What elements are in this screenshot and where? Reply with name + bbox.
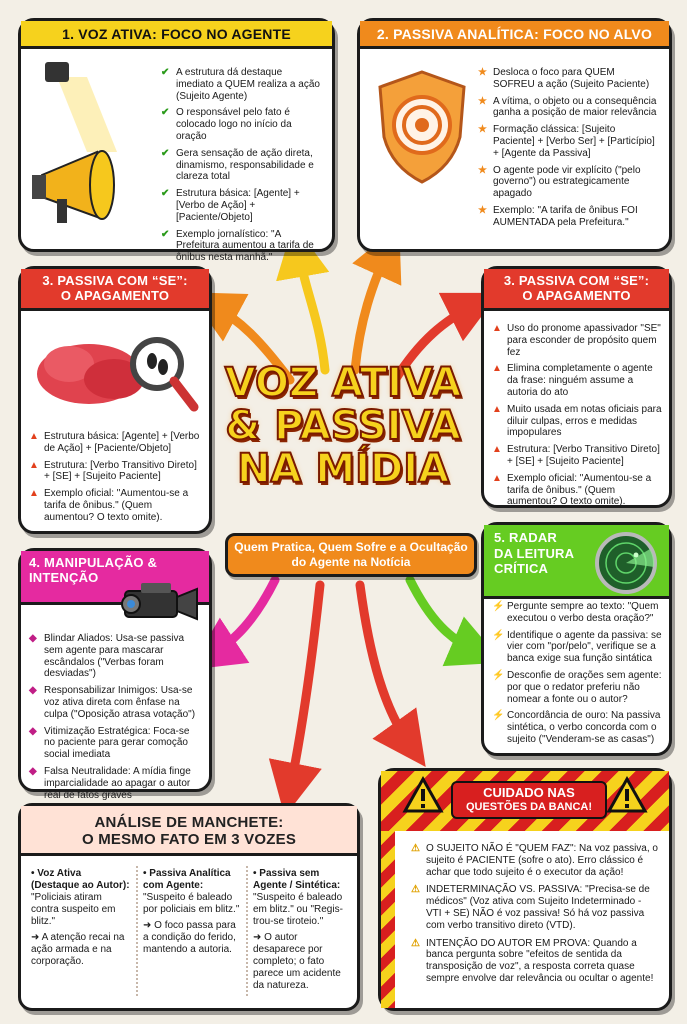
- arrow-to-card6: [290, 585, 320, 790]
- list-item: ▲ Estrutura básica: [Agente] + [Verbo de Ação] + [Paciente/Objeto]: [29, 431, 200, 454]
- card-voz-ativa-list: [161, 67, 321, 269]
- star-icon: ★: [478, 124, 487, 136]
- fire-icon: ▲: [492, 472, 502, 484]
- check-icon: ✔: [161, 228, 170, 240]
- main-title: [208, 362, 478, 492]
- list-item: ★ Formação clássica: [Sujeito Paciente] + [Verbo Ser] + [Particípio] + [Agente da Passiva]: [478, 124, 655, 159]
- star-icon: ★: [478, 95, 487, 107]
- list-item: ▲ Elimina completamente o agente da frase: ninguém assume a autoria do ato: [492, 363, 653, 398]
- bolt-icon: ⚡: [492, 710, 505, 722]
- fire-icon: ▲: [492, 363, 502, 375]
- list-item: ▲ Uso do pronome apassivador "SE" para esconder de propósito quem fez: [492, 323, 661, 358]
- card-voz-ativa-title: 1. VOZ ATIVA: FOCO NO AGENTE: [21, 21, 332, 49]
- card-radar-list: [492, 601, 662, 751]
- main-subtitle: Quem Pratica, Quem Sofre e a Ocultação do Agente na Notícia: [225, 533, 477, 577]
- card-passiva-analitica: [357, 18, 672, 252]
- card-passiva-se-left-list: [29, 431, 201, 529]
- warning-icon: [403, 777, 443, 813]
- list-item: ★ Exemplo: "A tarifa de ônibus FOI AUMENTADA pela Prefeitura.": [478, 204, 638, 228]
- warning-icon: [607, 777, 647, 813]
- list-item: ⚡ Identifique o agente da passiva: se vier com "por/pelo", verifique se a banca exige sua função sintática: [492, 629, 662, 665]
- card-manipulacao: [18, 548, 212, 801]
- list-item: ⚡ Pergunte sempre ao texto: "Quem executou o verbo desta oração?": [492, 601, 659, 624]
- main-title-line3: NA MÍDIA: [236, 446, 450, 493]
- list-item: ✔ O responsável pelo fato é colocado logo no início da oração: [161, 107, 292, 142]
- fire-icon: ▲: [492, 323, 502, 334]
- arrow-to-card2: [355, 250, 388, 370]
- check-icon: ✔: [161, 188, 170, 200]
- list-item: ▲ Muito usada em notas oficiais para diluir culpas, erros e medidas impopulares: [492, 403, 662, 439]
- list-item: ◆ Responsabilizar Inimigos: Usa-se voz ativa direta com ênfase na culpa ("Oposição atrasa votação"): [29, 685, 196, 720]
- fire-icon: ▲: [29, 488, 39, 500]
- list-item: ★ A vítima, o objeto ou a consequência ganha a posição de maior relevância: [478, 95, 657, 119]
- card-voz-ativa: [18, 18, 335, 264]
- arrow-to-card7: [360, 585, 410, 745]
- card-passiva-se-right: [481, 266, 672, 508]
- list-item: ▲ Exemplo oficial: "Aumentou-se a tarifa de ônibus." (Quem aumentou? O texto omite).: [492, 472, 652, 508]
- col-passiva-sintetica: • Passiva sem Agente / Sintética: "Suspeito é baleado em blitz." ou "Regis-trou-se tiroteio." ➜ O autor desaparece por completo; o fato parece um acidente da natureza.: [253, 868, 343, 991]
- card-manipulacao-list: [29, 633, 201, 806]
- diamond-icon: ◆: [29, 633, 37, 644]
- list-item: ✔ A estrutura dá destaque imediato a QUEM realiza a ação (Sujeito Agente): [161, 67, 320, 102]
- list-item: ◆ Falsa Neutralidade: A mídia finge imparcialidade ao apagar o autor real de fatos graves: [29, 765, 191, 801]
- diamond-icon: ◆: [29, 725, 37, 737]
- main-title-line1: VOZ ATIVA: [224, 360, 462, 406]
- check-icon: ✔: [161, 107, 170, 119]
- list-item: ★ Desloca o foco para QUEM SOFREU a ação (Sujeito Paciente): [478, 67, 650, 90]
- list-item: ✔ Estrutura básica: [Agente] + [Verbo de Ação] + [Paciente/Objeto]: [161, 188, 300, 223]
- card-passiva-analitica-title: 2. PASSIVA ANALÍTICA: FOCO NO ALVO: [360, 21, 669, 49]
- diamond-icon: ◆: [29, 685, 37, 697]
- star-icon: ★: [478, 67, 487, 78]
- card-analise-manchete-title: ANÁLISE DE MANCHETE: O MESMO FATO EM 3 VOZES: [21, 806, 357, 856]
- list-item: ⚡ Concordância de ouro: Na passiva sintética, o verbo concorda com o sujeito ("Venderam-se as casas"): [492, 710, 661, 745]
- list-item: ▲ Estrutura: [Verbo Transitivo Direto] + [SE] + [Sujeito Paciente]: [492, 444, 660, 467]
- fire-icon: ▲: [29, 431, 39, 442]
- card-passiva-se-left-title: 3. PASSIVA COM “SE”: O APAGAMENTO: [21, 269, 209, 311]
- radar-icon: [594, 531, 658, 595]
- card-cuidado-banca: [378, 768, 672, 1011]
- warning-small-icon: ⚠: [411, 937, 420, 949]
- check-icon: ✔: [161, 67, 170, 78]
- arrow-to-card4: [212, 580, 275, 655]
- card-manipulacao-title: 4. MANIPULAÇÃO & INTENÇÃO: [21, 551, 209, 605]
- fire-icon: ▲: [492, 444, 502, 456]
- star-icon: ★: [478, 164, 487, 176]
- col-divider: [246, 866, 250, 996]
- list-item: ◆ Vitimização Estratégica: Foca-se no paciente para gerar comoção social imediata: [29, 725, 190, 761]
- fire-icon: ▲: [492, 403, 502, 415]
- magnifier-icon: [29, 319, 201, 419]
- col-voz-ativa: • Voz Ativa (Destaque ao Autor): "Policiais atiram contra suspeito em blitz." ➜ A atenção recai na ação armada e na corporação.: [31, 868, 130, 967]
- star-icon: ★: [478, 204, 487, 216]
- card-passiva-analitica-list: [478, 67, 658, 234]
- card-cuidado-banca-list: [411, 843, 659, 990]
- card-passiva-se-right-title: 3. PASSIVA COM “SE”: O APAGAMENTO: [484, 269, 669, 311]
- list-item: ✔ Gera sensação de ação direta, dinamismo, responsabilidade e clareza total: [161, 147, 314, 183]
- main-title-line2: & PASSIVA: [225, 403, 461, 450]
- card-radar: [481, 522, 672, 756]
- col-divider: [136, 866, 140, 996]
- list-item: ✔ Exemplo jornalístico: "A Prefeitura aumentou a tarifa de ônibus nesta manhã.": [161, 228, 314, 264]
- card-cuidado-banca-title: CUIDADO NAS QUESTÕES DA BANCA!: [451, 781, 607, 819]
- warning-small-icon: ⚠: [411, 843, 420, 854]
- video-camera-icon: [121, 575, 201, 625]
- list-item: ⚠ INDETERMINAÇÃO VS. PASSIVA: "Precisa-se de médicos" (Voz ativa com Sujeito Indeterminado - VTI + SE) NÃO é voz passiva! Só há voz passiva com verbo transitivo direto (VTD).: [411, 884, 650, 931]
- bolt-icon: ⚡: [492, 669, 505, 681]
- arrow-to-card5: [410, 580, 478, 652]
- list-item: ◆ Blindar Aliados: Usa-se passiva sem agente para mascarar escândalos ("Verbas foram desviadas"): [29, 633, 185, 680]
- caution-side-stripe: [381, 831, 395, 1008]
- card-radar-title: 5. RADAR DA LEITURA CRÍTICA: [484, 525, 669, 599]
- diamond-icon: ◆: [29, 765, 37, 777]
- warning-small-icon: ⚠: [411, 884, 420, 896]
- fire-icon: ▲: [29, 459, 39, 471]
- col-passiva-analitica: • Passiva Analítica com Agente: "Suspeito é baleado por policiais em blitz." ➜ O foco passa para a condição do ferido, mantendo a autoria.: [143, 868, 240, 955]
- list-item: ▲ Estrutura: [Verbo Transitivo Direto] + [SE] + [Sujeito Paciente]: [29, 459, 197, 483]
- megaphone-icon: [27, 57, 157, 237]
- list-item: ⚠ O SUJEITO NÃO É "QUEM FAZ": Na voz passiva, o sujeito é PACIENTE (sofre o ato). Erro clássico é achar que todo sujeito é o executor da ação!: [411, 843, 658, 878]
- list-item: ▲ Exemplo oficial: "Aumentou-se a tarifa de ônibus." (Quem aumentou? O texto omite).: [29, 488, 189, 523]
- list-item: ★ O agente pode vir explícito ("pelo governo") ou estrategicamente apagado: [478, 164, 641, 200]
- card-passiva-se-right-list: [492, 323, 662, 513]
- check-icon: ✔: [161, 147, 170, 159]
- card-analise-manchete: [18, 803, 360, 1011]
- bolt-icon: ⚡: [492, 629, 505, 641]
- bolt-icon: ⚡: [492, 601, 505, 612]
- card-passiva-se-left: [18, 266, 212, 534]
- list-item: ⚡ Desconfie de orações sem agente: por que o redator preferiu não nomear a fonte ou o autor?: [492, 669, 662, 705]
- list-item: ⚠ INTENÇÃO DO AUTOR EM PROVA: Quando a banca pergunta sobre "efeitos de sentida da transposição de voz", a resposta correta quase sempre envolve dar relevância ou ocultar o agente!: [411, 937, 654, 984]
- target-shield-icon: [372, 67, 472, 187]
